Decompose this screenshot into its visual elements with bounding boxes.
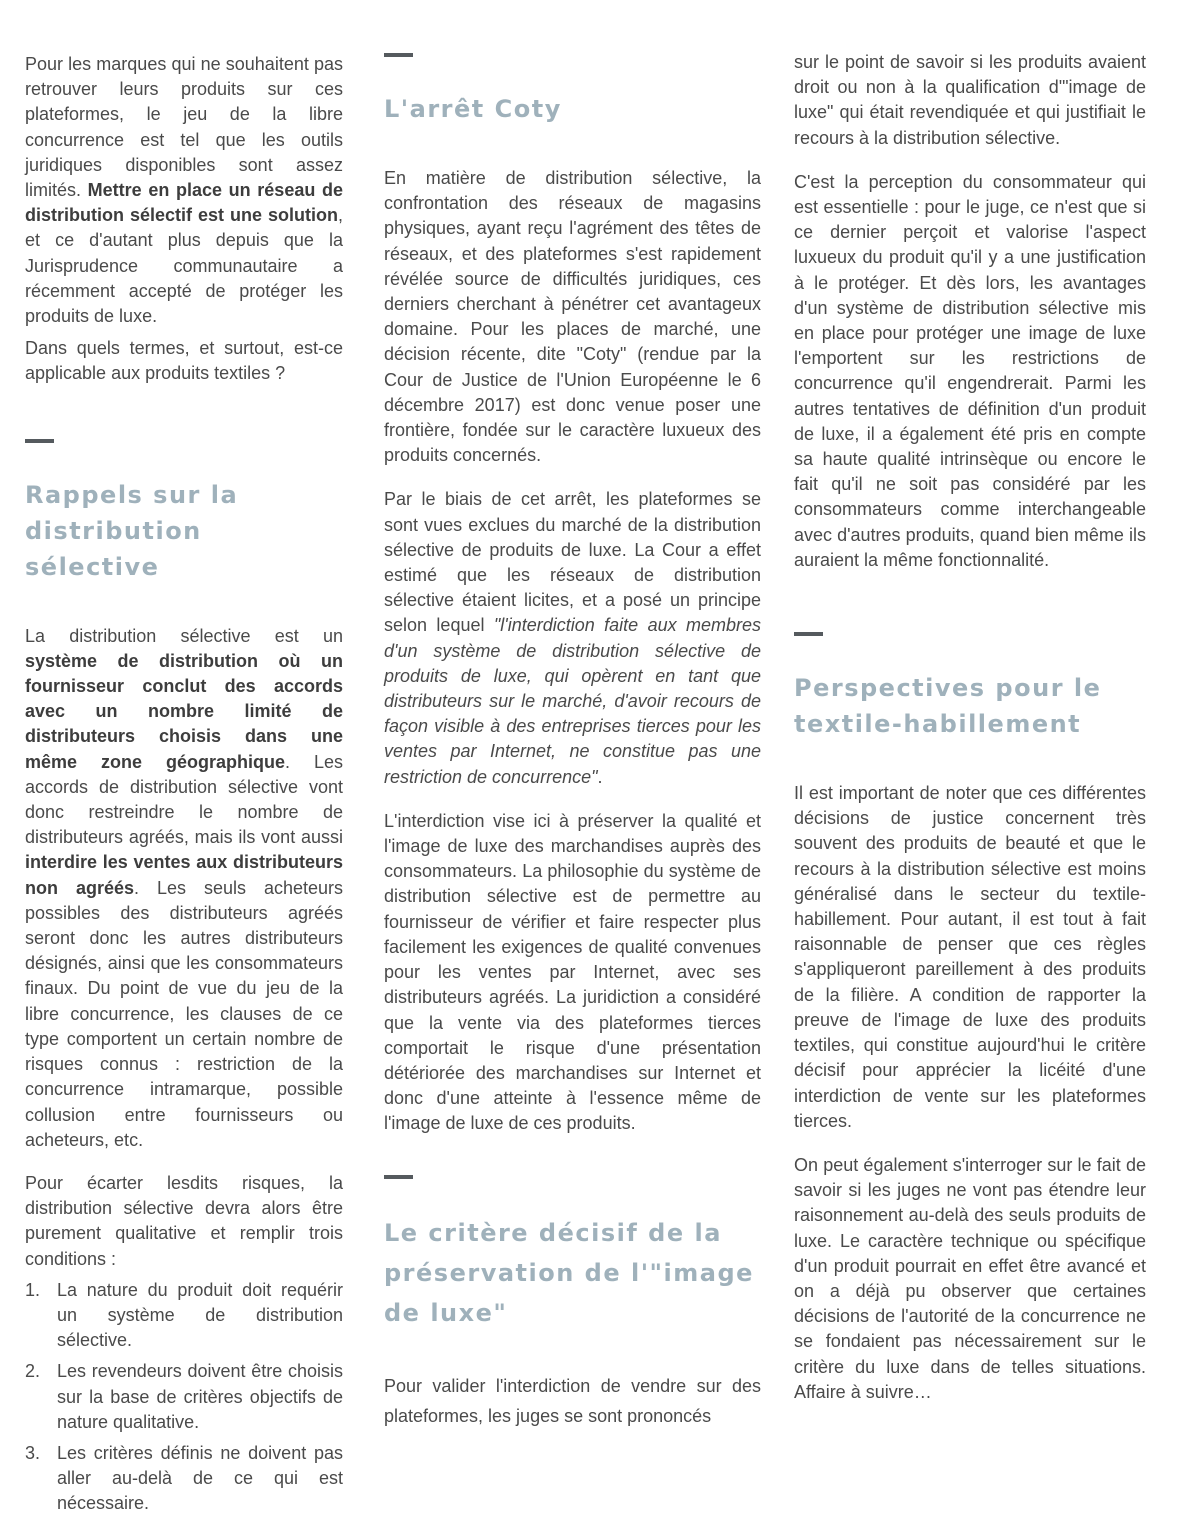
column-left xyxy=(25,0,343,1523)
section-divider xyxy=(384,1175,413,1179)
coty-paragraph-2: Par le biais de cet arrêt, les plateformes se sont vues exclues du marché de la distribution sélective de produits de luxe. La Cour a effet estimé que les réseaux de distribution sélective étaient licites, et a posé un principe selon lequel "l'interdiction faite aux membres d'un système de distribution sélective de produits de luxe, qui opèrent en tant que distributeurs sur le marché, d'avoir recours de façon visible à des entreprises tierces pour les ventes par Internet, ne constitue pas une restriction de concurrence". xyxy=(384,489,761,787)
section-divider xyxy=(384,53,413,57)
conditions-list xyxy=(25,1278,343,1517)
coty-paragraph-3: L'interdiction vise ici à préserver la qualité et l'image de luxe des marchandises auprès des consommateurs. La philosophie du système de distribution sélective est de permettre au fournisseur de vérifier et faire respecter plus facilement les exigences de qualité convenues pour les ventes par Internet, avec ses distributeurs agréés. La juridiction a considéré que la vente via des plateformes tierces comportait le risque d'une présentation détériorée des marchandises sur Internet et donc d'une atteinte à l'essence même de l'image de luxe de ces produits. xyxy=(384,810,761,1134)
intro-paragraph-1: Pour les marques qui ne souhaitent pas retrouver leurs produits sur ces plateformes, le jeu de la libre concurrence est tel que les outils juridiques disponibles sont assez limités. Mettre en place un réseau de distribution sélectif est une solution, et ce d'autant plus depuis que la Jurisprudence communautaire a récemment accepté de protéger les produits de luxe. xyxy=(25,54,343,327)
column-right xyxy=(794,0,1146,1405)
list-item: 3. Les critères définis ne doivent pas aller au-delà de ce qui est nécessaire. xyxy=(25,1442,343,1514)
section-divider xyxy=(25,439,54,443)
coty-paragraph-1: En matière de distribution sélective, la confrontation des réseaux de magasins physiques, ayant reçu l'agrément des têtes de réseaux, et des plateformes s'est rapidement révélée source de difficultés juridiques, ces derniers cherchant à pénétrer cet avantageux domaine. Pour les places de marché, une décision récente, dite "Coty" (rendue par la Cour de Justice de l'Union Européenne le 6 décembre 2017) est donc venue poser une frontière, fondée sur le caractère luxueux des produits concernés. xyxy=(384,168,761,466)
section-divider xyxy=(794,632,823,636)
section-title-rappels: Rappels sur la distribution sélective xyxy=(25,480,239,581)
section-title-coty: L'arrêt Coty xyxy=(384,95,562,123)
continued-paragraph-1: sur le point de savoir si les produits avaient droit ou non à la qualification d'"image de luxe" qui était revendiquée et qui justifiait le recours à la distribution sélective. xyxy=(794,52,1146,148)
critere-paragraph-1: Pour valider l'interdiction de vendre sur des plateformes, les juges se sont prononcés xyxy=(384,1375,761,1426)
rappels-paragraph-1: La distribution sélective est un système de distribution où un fournisseur conclut des accords avec un nombre limité de distributeurs choisis dans une même zone géographique. Les accords de distribution sélective vont donc restreindre le nombre de distributeurs agréés, mais ils vont aussi interdire les ventes aux distributeurs non agréés. Les seuls acheteurs possibles des distributeurs agréés seront donc les autres distributeurs désignés, ainsi que les consommateurs finaux. Du point de vue du jeu de la libre concurrence, les clauses de ce type comportent un certain nombre de risques connus : restriction de la concurrence intramarque, possible collusion entre fournisseurs ou acheteurs, etc. xyxy=(25,625,343,1150)
intro-bold-solution: Mettre en place un réseau de distribution sélectif est une solution xyxy=(25,180,343,226)
perspectives-paragraph-2: On peut également s'interroger sur le fait de savoir si les juges ne vont pas étendre leur raisonnement au-delà des seuls produits de luxe. Le caractère technique ou spécifique d'un produit pourrait en effet être avancé et on a déjà pu observer que certaines décisions de l'autorité de la concurrence ne se fondaient pas nécessairement sur le critère du luxe dans de telles situations. Affaire à suivre… xyxy=(794,1154,1146,1402)
rappels-paragraph-2: Pour écarter lesdits risques, la distribution sélective devra alors être purement qualitative et remplir trois conditions : xyxy=(25,1172,343,1269)
perspectives-paragraph-1: Il est important de noter que ces différentes décisions de justice concernent très souvent des produits de beauté et que le recours à la distribution sélective est moins généralisé dans le secteur du textile-habillement. Pour autant, il est tout à fait raisonnable de penser que ces règles s'appliqueront pareillement à des produits de la filière. A condition de rapporter la preuve de l'image de luxe des produits textiles, qui constitue aujourd'hui le critère décisif pour apprécier la licéité d'une interdiction de vente sur les plateformes tierces. xyxy=(794,783,1146,1131)
list-item: 2. Les revendeurs doivent être choisis sur la base de critères objectifs de nature qualitative. xyxy=(25,1361,343,1432)
continued-paragraph-2: C'est la perception du consommateur qui est essentielle : pour le juge, ce n'est que si ce dernier perçoit et valorise l'aspect luxueux du produit qu'il y a une justification à le protéger. Et dès lors, les avantages d'un système de distribution sélective mis en place pour protéger une image de luxe l'emportent sur les restrictions de concurrence qu'il engendrerait. Parmi les autres tentatives de définition d'un produit de luxe, il a également été pris en compte sa haute qualité intrinsèque ou encore le fait qu'il ne soit pas considéré par les consommateurs comme interchangeable avec d'autres produits, quand bien même ils auraient la même fonctionnalité. xyxy=(794,171,1146,570)
section-title-critere: Le critère décisif de la préservation de l'"image de luxe" xyxy=(384,1218,754,1327)
column-middle xyxy=(384,0,761,1431)
list-item: 1. La nature du produit doit requérir un système de distribution sélective. xyxy=(25,1279,343,1351)
intro-paragraph-2: Dans quels termes, et surtout, est-ce applicable aux produits textiles ? xyxy=(25,338,343,384)
section-title-perspectives: Perspectives pour le textile-habillement xyxy=(794,674,1102,739)
court-quote: "l'interdiction faite aux membres d'un système de distribution sélective de produits de luxe, qui opèrent en tant que distributeurs sur le marché, d'avoir recours de façon visible à des entreprises tierces pour les ventes par Internet, ne constitue pas une restriction de concurrence" xyxy=(384,615,761,787)
